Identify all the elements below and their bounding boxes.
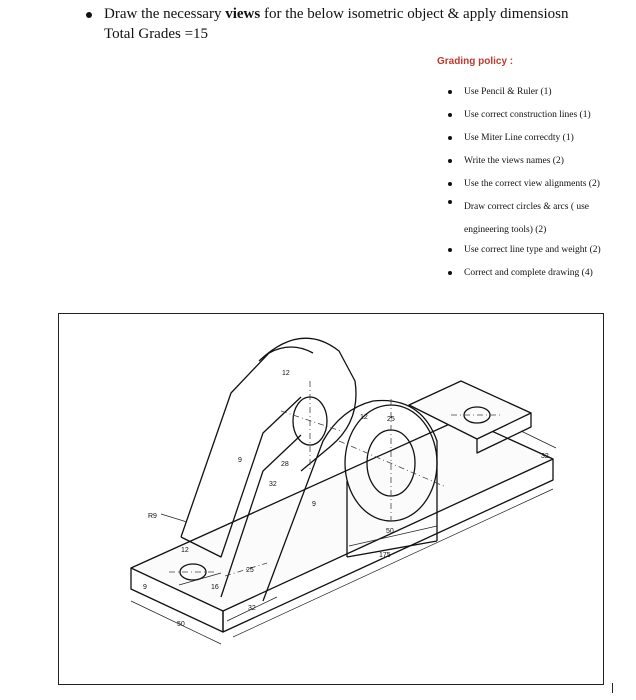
dim-12-b: 12	[360, 414, 368, 421]
dim-16: 16	[211, 584, 219, 591]
dim-line-32-right	[521, 431, 556, 448]
task-bold-word: views	[225, 6, 261, 22]
dim-50-a: 50	[386, 528, 394, 535]
dim-25-b: 25	[246, 567, 254, 574]
right-block-top	[409, 381, 531, 439]
dim-25-a: 25	[387, 416, 395, 423]
task-statement	[104, 4, 568, 44]
centerline-upper-h	[281, 411, 341, 431]
dim-12-c: 12	[181, 547, 189, 554]
task-bullet	[86, 12, 92, 18]
policy-item-miter-line: Use Miter Line correcdty (1)	[448, 132, 628, 144]
task-suffix: for the below isometric object & apply dimensiosn	[260, 6, 569, 22]
isometric-drawing	[59, 314, 603, 684]
policy-item-pencil: Use Pencil & Ruler (1)	[448, 86, 628, 98]
dim-9-a: 9	[238, 457, 242, 464]
policy-item-construction-lines: Use correct construction lines (1)	[448, 109, 628, 121]
dim-175: 175	[379, 552, 391, 559]
policy-item-complete-drawing: Correct and complete drawing (4)	[448, 267, 628, 279]
policy-item-view-alignments: Use the correct view alignments (2)	[448, 178, 628, 190]
dim-r9: R9	[148, 513, 157, 520]
task-prefix: Draw the necessary	[104, 6, 226, 22]
dim-9-c: 9	[143, 584, 147, 591]
grading-policy-list	[448, 86, 628, 290]
total-grades: Total Grades =15	[104, 26, 209, 42]
dim-32-a: 32	[269, 481, 277, 488]
task-line	[104, 4, 568, 24]
dim-50-b: 50	[177, 621, 185, 628]
dim-9-b: 9	[312, 501, 316, 508]
isometric-drawing-frame	[58, 313, 604, 685]
dim-line-r9-leader	[161, 514, 187, 522]
dim-32-c: 32	[248, 605, 256, 612]
dim-line-50-bottom	[131, 601, 221, 644]
policy-item-line-type: Use correct line type and weight (2)	[448, 244, 628, 256]
policy-item-view-names: Write the views names (2)	[448, 155, 628, 167]
dim-12-top: 12	[282, 370, 290, 377]
policy-item-circles-arcs: Draw correct circles & arcs ( use engineering tools) (2)	[448, 196, 628, 242]
dim-28: 28	[281, 461, 289, 468]
arm-left	[259, 338, 356, 471]
text-cursor	[612, 683, 613, 693]
grading-policy-title: Grading policy :	[437, 56, 514, 67]
dim-32-b: 32	[541, 453, 549, 460]
